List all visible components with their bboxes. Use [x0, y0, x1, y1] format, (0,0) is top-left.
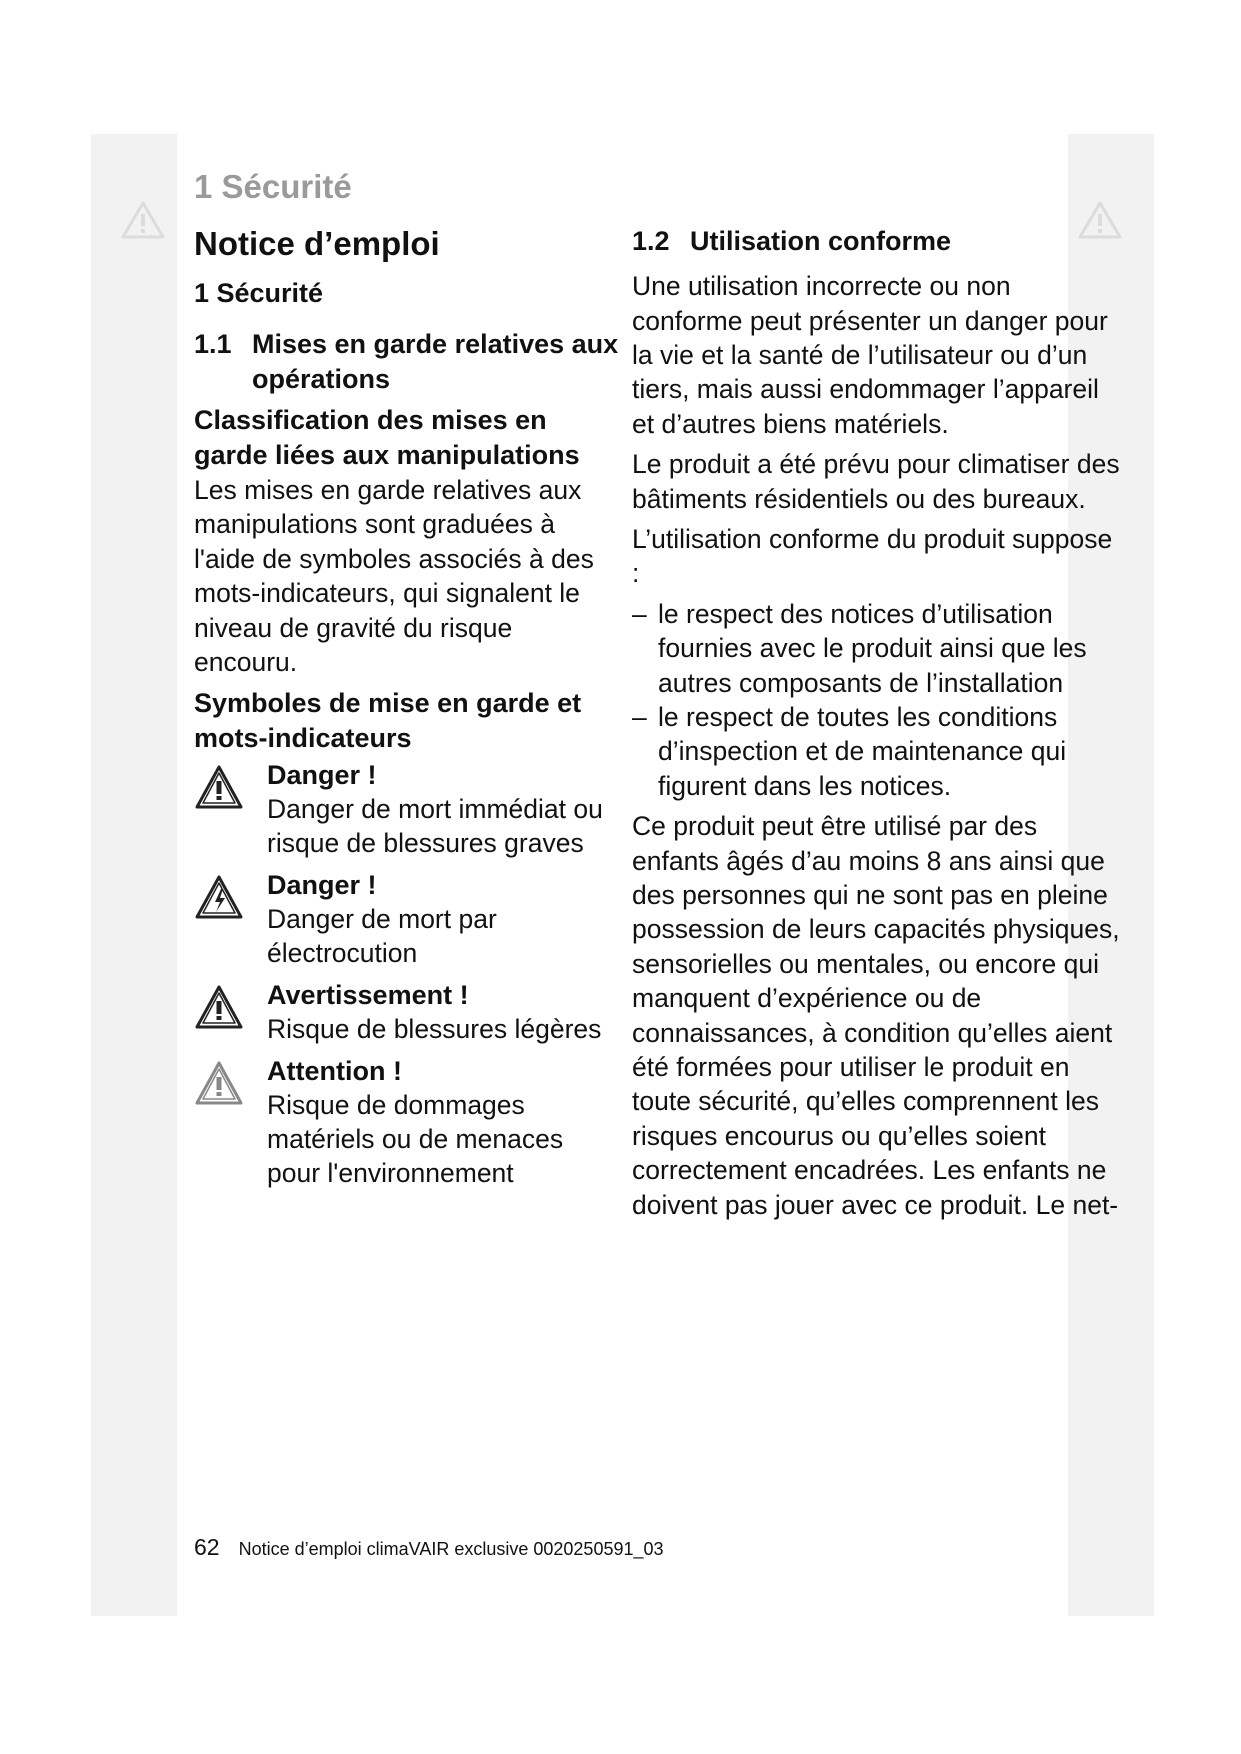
usage-paragraph-3: L’utilisation conforme du produit suppose : — [632, 523, 1113, 589]
warning-exclamation-icon — [194, 984, 244, 1030]
conditions-list — [632, 597, 1122, 803]
warning-text: Danger de mort par électrocution — [267, 903, 497, 968]
subsection-number: 1.1 — [194, 328, 232, 359]
subsection-heading-1-2 — [632, 224, 1122, 259]
warning-exclamation-icon — [194, 764, 244, 810]
warning-title: Danger ! — [267, 759, 377, 790]
subsection-title: Mises en garde relatives aux opérations — [252, 328, 619, 394]
usage-paragraph-2: Le produit a été prévu pour climatiser des bâtiments résidentiels ou des bureaux. — [632, 449, 1120, 514]
subsection-title: Utilisation conforme — [690, 226, 952, 256]
page — [194, 168, 1118, 1608]
warning-text: Risque de dommages matériels ou de menaces pour l'environnement — [267, 1089, 564, 1188]
classification-heading: Classification des mises en garde liées aux manipulations — [194, 404, 580, 470]
warning-danger — [194, 758, 620, 860]
warning-text: Risque de blessures légères — [267, 1013, 602, 1044]
section-heading: 1 Sécurité — [194, 277, 324, 308]
symbols-heading: Symboles de mise en garde et mots-indicateurs — [194, 687, 582, 753]
subsection-number: 1.2 — [632, 226, 670, 256]
usage-paragraph-4: Ce produit peut être utilisé par des enfants âgés d’au moins 8 ans ainsi que des personnes qui ne sont pas en pleine possession de leurs capacités physiques, sensorielles ou mentales, ou encore qui manquent d’expérience ou de connaissances, à condition qu’elles aient été formées pour utiliser le produit en toute sécurité, qu’elles comprennent les risques encourus ou qu’elles soient correctement encadrées. Les enfants ne doivent pas jouer avec ce produit. Le net- — [632, 811, 1120, 1220]
document-title: Notice d’emploi — [194, 225, 440, 262]
warning-title: Danger ! — [267, 869, 377, 900]
warning-title: Attention ! — [267, 1055, 402, 1086]
running-section-header: 1 Sécurité — [194, 168, 352, 205]
subsection-heading-1-1 — [194, 327, 620, 397]
list-item: – le respect des notices d’utilisation fournies avec le produit ainsi que les autres composants de l’installation — [632, 597, 1122, 700]
warning-avertissement — [194, 978, 620, 1046]
usage-paragraph-1: Une utilisation incorrecte ou non conforme peut présenter un danger pour la vie et la santé de l’utilisateur ou d’un tiers, mais aussi endommager l’appareil et d’autres biens matériels. — [632, 271, 1108, 439]
left-column — [194, 224, 620, 1198]
footer-text: Notice d’emploi climaVAIR exclusive 0020250591_03 — [238, 1539, 664, 1559]
warning-attention — [194, 1054, 620, 1190]
warning-text: Danger de mort immédiat ou risque de blessures graves — [267, 793, 603, 858]
margin-warning-icon — [120, 200, 166, 240]
page-number: 62 — [194, 1534, 220, 1560]
left-margin-band — [91, 134, 177, 1616]
classification-text: Les mises en garde relatives aux manipulations sont graduées à l'aide de symboles associés à des mots-indicateurs, qui signalent le niveau de gravité du risque encouru. — [194, 475, 594, 678]
right-column — [632, 224, 1122, 1228]
warning-electric-icon — [194, 874, 244, 920]
list-item: – le respect de toutes les conditions d’inspection et de maintenance qui figurent dans les notices. — [632, 700, 1122, 803]
warning-exclamation-light-icon — [194, 1060, 244, 1106]
warning-electric-danger — [194, 868, 620, 970]
warning-title: Avertissement ! — [267, 979, 469, 1010]
page-footer — [194, 1534, 664, 1561]
